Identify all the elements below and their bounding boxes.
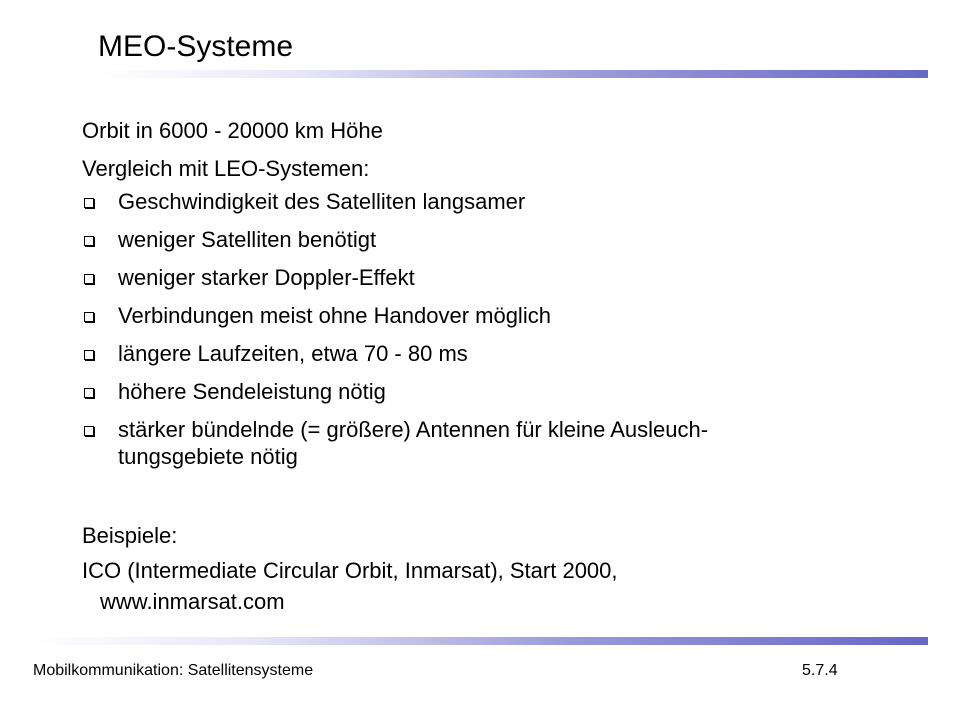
bullet-item: [82, 264, 862, 291]
footer-rule: [32, 637, 928, 645]
examples-heading: Beispiele:: [82, 523, 178, 548]
bullet-text: Verbindungen meist ohne Handover möglich: [118, 303, 551, 328]
checkbox-bullet-icon: [84, 312, 94, 322]
checkbox-bullet-icon: [84, 274, 94, 284]
bullet-item: [82, 302, 862, 329]
example-ico-link: www.inmarsat.com: [100, 589, 285, 614]
checkbox-bullet-icon: [84, 198, 94, 208]
bullet-text: längere Laufzeiten, etwa 70 - 80 ms: [118, 341, 468, 366]
example-ico: [82, 555, 862, 617]
footer-slide-number: 5.7.4: [802, 662, 838, 679]
comparison-bullet-list: [82, 188, 862, 470]
bullet-text-line-1: stärker bündelnde (= größere) Antennen für kleine Ausleuch-: [118, 417, 709, 442]
checkbox-bullet-icon: [84, 426, 94, 436]
intro-line-orbit: Orbit in 6000 - 20000 km Höhe: [82, 118, 383, 143]
bullet-text-line-2: tungsgebiete nötig: [118, 444, 298, 469]
slide-title: MEO-Systeme: [98, 30, 294, 63]
bullet-item: [82, 188, 862, 215]
title-underline: [96, 70, 928, 78]
example-ico-line-1: ICO (Intermediate Circular Orbit, Inmarsat), Start 2000,: [82, 558, 618, 583]
checkbox-bullet-icon: [84, 388, 94, 398]
bullet-text: weniger starker Doppler-Effekt: [118, 265, 415, 290]
checkbox-bullet-icon: [84, 236, 94, 246]
bullet-item: [82, 340, 862, 367]
bullet-item: [82, 226, 862, 253]
bullet-item: [82, 378, 862, 405]
bullet-text: höhere Sendeleistung nötig: [118, 379, 386, 404]
intro-line-comparison: Vergleich mit LEO-Systemen:: [82, 156, 370, 181]
checkbox-bullet-icon: [84, 350, 94, 360]
bullet-text: weniger Satelliten benötigt: [118, 227, 377, 252]
footer-course-title: Mobilkommunikation: Satellitensysteme: [33, 662, 314, 679]
bullet-text: Geschwindigkeit des Satelliten langsamer: [118, 189, 526, 214]
slide-content: [82, 112, 862, 617]
bullet-item: [82, 416, 862, 470]
